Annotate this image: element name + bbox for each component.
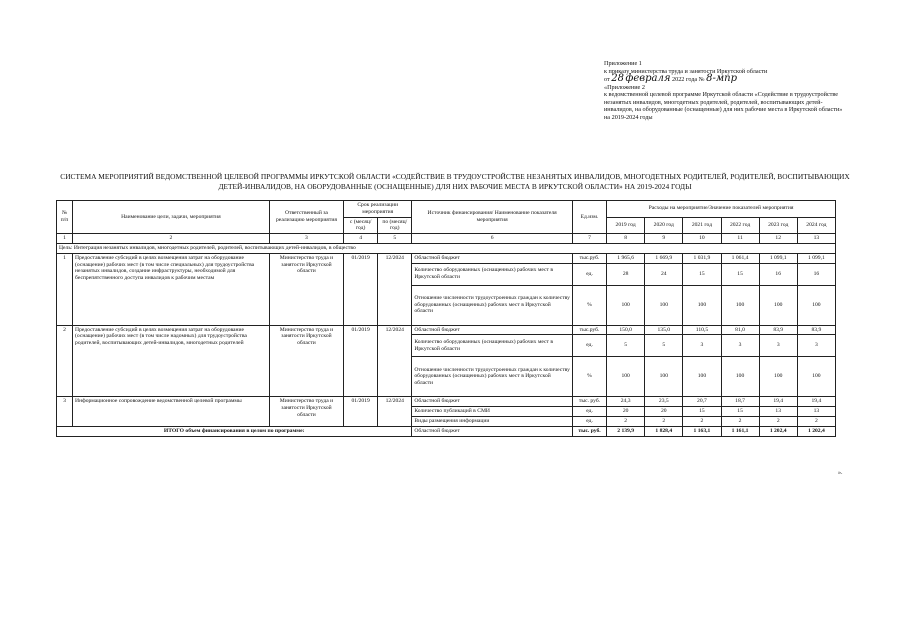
measure-3-unit-a: тыс. руб. (572, 397, 606, 407)
value-cell: 110,5 (683, 325, 721, 335)
total-value: 1 161,1 (721, 426, 759, 436)
appendix-line-3 (604, 75, 844, 84)
value-cell: 1 061,4 (721, 253, 759, 263)
value-cell: 24 (645, 263, 683, 285)
value-cell: 2 (607, 416, 645, 426)
measure-2-responsible: Министерство труда и занятости Иркутской области (269, 325, 343, 397)
measure-2-indicator-a: Областной бюджет (412, 325, 573, 335)
value-cell: 2 (721, 416, 759, 426)
header-expenses: Расходы на мероприятие/Значение показателей мероприятия (607, 201, 836, 218)
header-2020: 2020 год (645, 217, 683, 234)
value-cell: 1 099,1 (759, 253, 797, 263)
closing-quote: ». (838, 470, 843, 476)
measure-2-unit-c: % (572, 357, 606, 397)
measure-3-indicator-a: Областной бюджет (412, 397, 573, 407)
value-cell: 100 (607, 285, 645, 325)
value-cell: 100 (721, 357, 759, 397)
value-cell: 100 (797, 357, 835, 397)
value-cell: 2 (759, 416, 797, 426)
measure-3-responsible: Министерство труда и занятости Иркутской области (269, 397, 343, 426)
value-cell: 13 (797, 407, 835, 417)
value-cell: 2 (797, 416, 835, 426)
measure-1-name: Предоставление субсидий в целях возмещения затрат на оборудование (оснащение) рабочих мест (в том числе специальных) для трудоустройства незанятых инвалидов, создание инфраструктуры, необходимой для беспрепятственного доступа инвалидов к рабочим местам (73, 253, 270, 325)
value-cell: 23,5 (645, 397, 683, 407)
measure-2-row-a (57, 325, 836, 335)
colnum-2: 2 (73, 234, 270, 244)
total-value: 1 163,1 (683, 426, 721, 436)
value-cell: 1 099,1 (797, 253, 835, 263)
total-row (57, 426, 836, 436)
goal-text: Цель: Интеграция незанятых инвалидов, многодетных родителей, родителей, воспитывающих детей-инвалидов, в общество (57, 243, 836, 253)
value-cell: 83,9 (797, 325, 835, 335)
value-cell: 3 (721, 335, 759, 357)
value-cell: 18,7 (721, 397, 759, 407)
total-source: Областной бюджет (412, 426, 573, 436)
value-cell: 100 (721, 285, 759, 325)
measure-3-unit-c: ед. (572, 416, 606, 426)
measure-1-indicator-a: Областной бюджет (412, 253, 573, 263)
measure-1-num: 1 (57, 253, 73, 325)
column-number-row (57, 234, 836, 244)
value-cell: 5 (645, 335, 683, 357)
total-value: 2 139,9 (607, 426, 645, 436)
header-2021: 2021 год (683, 217, 721, 234)
appendix-order-number: 8-мпр (706, 73, 738, 84)
measure-1-unit-a: тыс.руб. (572, 253, 606, 263)
measure-3-from: 01/2019 (344, 397, 378, 426)
header-2022: 2022 год (721, 217, 759, 234)
colnum-1: 1 (57, 234, 73, 244)
value-cell: 20 (607, 407, 645, 417)
colnum-11: 11 (721, 234, 759, 244)
value-cell: 15 (683, 407, 721, 417)
value-cell: 100 (797, 285, 835, 325)
value-cell: 83,9 (759, 325, 797, 335)
measure-3-to: 12/2024 (378, 397, 412, 426)
measure-3-num: 3 (57, 397, 73, 426)
header-to: по (месяц/ год) (378, 217, 412, 234)
header-2019: 2019 год (607, 217, 645, 234)
value-cell: 19,4 (759, 397, 797, 407)
value-cell: 28 (607, 263, 645, 285)
measures-table (56, 200, 836, 437)
value-cell: 2 (645, 416, 683, 426)
value-cell: 1 031,9 (683, 253, 721, 263)
value-cell: 3 (797, 335, 835, 357)
measure-3-indicator-b: Количество публикаций в СМИ (412, 407, 573, 417)
value-cell: 15 (721, 263, 759, 285)
appendix-date-year: 2022 года № (672, 76, 705, 83)
header-source: Источник финансирования/ Наименование показателя мероприятия (412, 201, 573, 234)
colnum-5: 5 (378, 234, 412, 244)
value-cell: 2 (683, 416, 721, 426)
value-cell: 13 (759, 407, 797, 417)
colnum-7: 7 (572, 234, 606, 244)
appendix-line-2: к приказу министерства труда и занятости Иркутской области (604, 67, 768, 75)
colnum-13: 13 (797, 234, 835, 244)
measure-1-indicator-c: Отношение численности трудоустроенных граждан к количеству оборудованных (оснащенных) рабочих мест в Иркутской области (412, 285, 573, 325)
value-cell: 16 (797, 263, 835, 285)
measure-1-to: 12/2024 (378, 253, 412, 325)
header-2023: 2023 год (759, 217, 797, 234)
colnum-9: 9 (645, 234, 683, 244)
goal-row (57, 243, 836, 253)
colnum-4: 4 (344, 234, 378, 244)
measure-2-unit-a: тыс.руб. (572, 325, 606, 335)
measure-1-unit-b: ед. (572, 263, 606, 285)
value-cell: 100 (683, 285, 721, 325)
value-cell: 15 (721, 407, 759, 417)
value-cell: 1 965,6 (607, 253, 645, 263)
appendix-block (604, 60, 844, 121)
measure-2-from: 01/2019 (344, 325, 378, 397)
value-cell: 100 (759, 285, 797, 325)
header-from: с (месяц/ год) (344, 217, 378, 234)
value-cell: 3 (759, 335, 797, 357)
value-cell: 100 (645, 285, 683, 325)
appendix-line-5: к ведомственной целевой программе Иркутской области «Содействие в трудоустройстве незанятых инвалидов, многодетных родителей, родителей, воспитывающих детей-инвалидов, на оборудованные (оснащенные) для них рабочие места в Иркутской области» на 2019-2024 годы (604, 91, 843, 121)
header-2024: 2024 год (797, 217, 835, 234)
value-cell: 100 (683, 357, 721, 397)
value-cell: 135,0 (645, 325, 683, 335)
value-cell: 100 (645, 357, 683, 397)
total-value: 1 828,4 (645, 426, 683, 436)
measure-2-num: 2 (57, 325, 73, 397)
value-cell: 150,0 (607, 325, 645, 335)
measure-2-unit-b: ед. (572, 335, 606, 357)
total-value: 1 202,4 (797, 426, 835, 436)
appendix-date-prefix: от (604, 76, 610, 83)
header-row-1 (57, 201, 836, 218)
value-cell: 100 (607, 357, 645, 397)
measure-3-row-a (57, 397, 836, 407)
value-cell: 20 (645, 407, 683, 417)
document-title: СИСТЕМА МЕРОПРИЯТИЙ ВЕДОМСТВЕННОЙ ЦЕЛЕВОЙ ПРОГРАММЫ ИРКУТСКОЙ ОБЛАСТИ «СОДЕЙСТВИЕ В ТРУДОУСТРОЙСТВЕ НЕЗАНЯТЫХ ИНВАЛИДОВ, МНОГОДЕТНЫХ РОДИТЕЛЕЙ, РОДИТЕЛЕЙ, ВОСПИТЫВАЮЩИХ ДЕТЕЙ-ИНВАЛИДОВ, НА ОБОРУДОВАННЫЕ (ОСНАЩЕННЫЕ) ДЛЯ НИХ РАБОЧИЕ МЕСТА В ИРКУТСКОЙ ОБЛАСТИ» НА 2019-2024 ГОДЫ (60, 172, 850, 191)
total-value: 1 202,4 (759, 426, 797, 436)
value-cell: 19,4 (797, 397, 835, 407)
header-num: № п/п (57, 201, 73, 234)
colnum-12: 12 (759, 234, 797, 244)
colnum-8: 8 (607, 234, 645, 244)
value-cell: 20,7 (683, 397, 721, 407)
measure-1-from: 01/2019 (344, 253, 378, 325)
measure-1-row-a (57, 253, 836, 263)
header-name: Наименование цели, задачи, мероприятия (73, 201, 270, 234)
measure-2-indicator-c: Отношение численности трудоустроенных граждан к количеству оборудованных (оснащенных) рабочих мест в Иркутской области (412, 357, 573, 397)
appendix-date-day: 28 (611, 73, 624, 84)
value-cell: 3 (683, 335, 721, 357)
appendix-date-month: февраля (625, 73, 671, 84)
value-cell: 24,3 (607, 397, 645, 407)
measure-3-name: Информационное сопровождение ведомственной целевой программы (73, 397, 270, 426)
appendix-line-4: «Приложение 2 (604, 83, 645, 91)
header-unit: Ед.изм. (572, 201, 606, 234)
measure-3-unit-b: ед. (572, 407, 606, 417)
measure-1-responsible: Министерство труда и занятости Иркутской области (269, 253, 343, 325)
colnum-3: 3 (269, 234, 343, 244)
measure-2-name: Предоставление субсидий в целях возмещения затрат на оборудование (оснащение) рабочих мест (в том числе надомных) для трудоустройства родителей, воспитывающих детей-инвалидов, многодетных родителей (73, 325, 270, 397)
value-cell: 1 669,9 (645, 253, 683, 263)
colnum-10: 10 (683, 234, 721, 244)
value-cell: 100 (759, 357, 797, 397)
total-label: ИТОГО объем финансирования в целом по программе: (57, 426, 412, 436)
measure-1-indicator-b: Количество оборудованных (оснащенных) рабочих мест в Иркутской области (412, 263, 573, 285)
value-cell: 81,0 (721, 325, 759, 335)
total-unit: тыс. руб. (572, 426, 606, 436)
colnum-6: 6 (412, 234, 573, 244)
appendix-line-1: Приложение 1 (604, 60, 642, 67)
header-period: Срок реализации мероприятия (344, 201, 412, 218)
value-cell: 15 (683, 263, 721, 285)
measure-3-indicator-c: Виды размещения информации (412, 416, 573, 426)
measure-1-unit-c: % (572, 285, 606, 325)
value-cell: 5 (607, 335, 645, 357)
header-responsible: Ответственный за реализацию мероприятия (269, 201, 343, 234)
value-cell: 16 (759, 263, 797, 285)
measure-2-to: 12/2024 (378, 325, 412, 397)
measure-2-indicator-b: Количество оборудованных (оснащенных) рабочих мест в Иркутской области (412, 335, 573, 357)
